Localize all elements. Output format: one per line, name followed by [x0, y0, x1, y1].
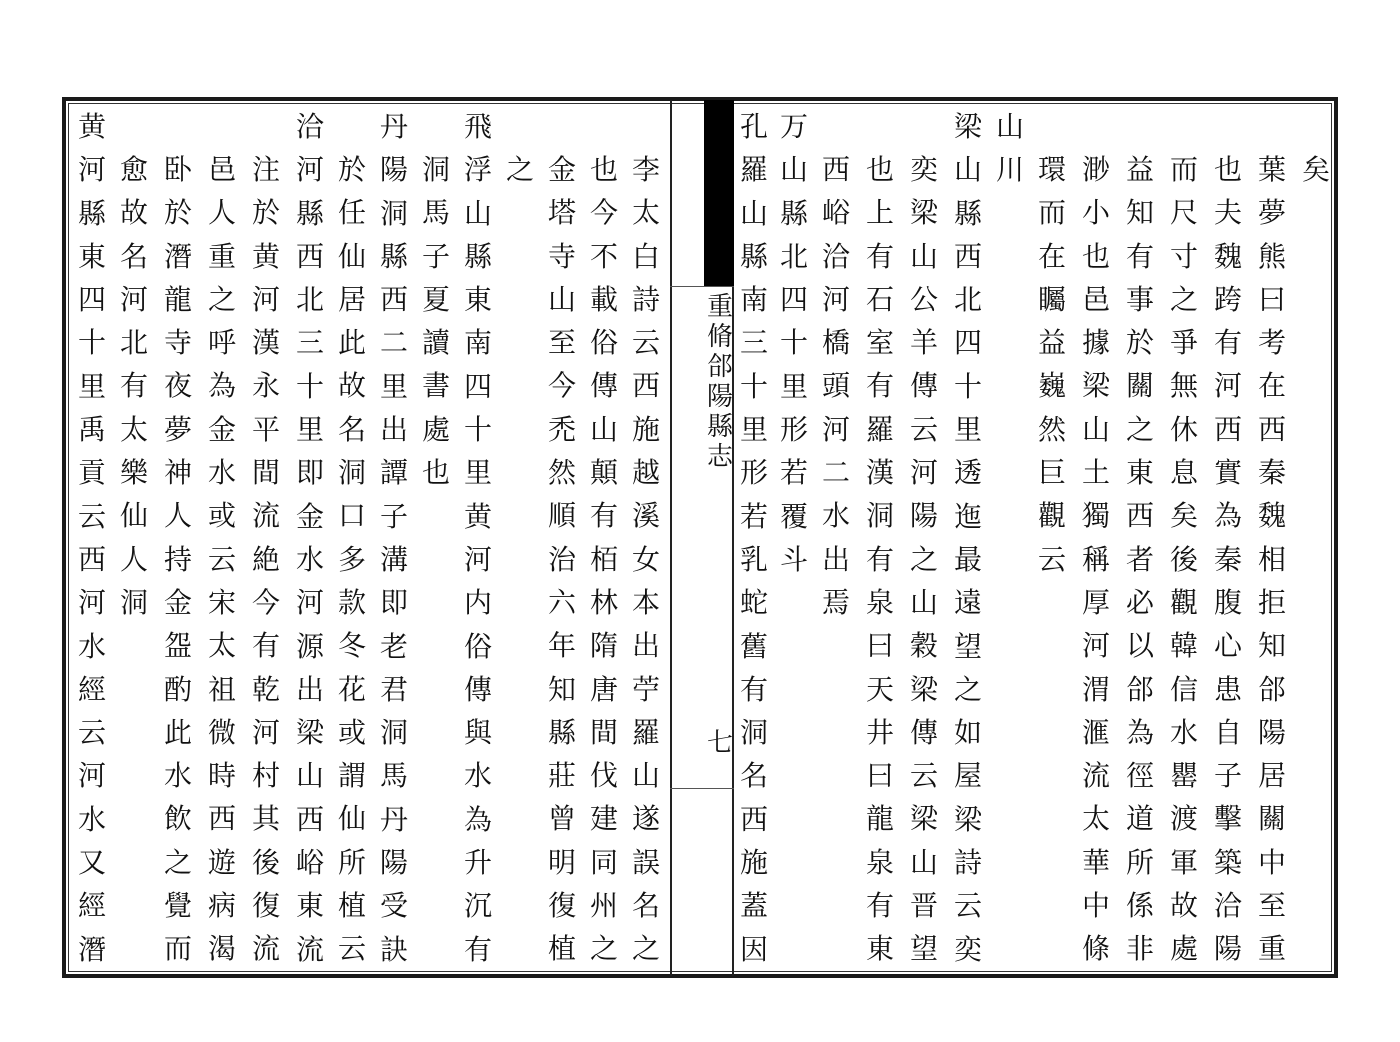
right-col-10: 奕梁山公羊傳云河陽之山穀梁傳云梁山晋望 [909, 153, 938, 966]
left-col-14: 黄河縣東四十里禹貢云西河水經云河水又經潛 [77, 110, 106, 966]
section-heading-mountains-rivers: 山川 [995, 110, 1024, 187]
left-col-2: 也今不載俗傳山顛有栢林隋唐間伐建同州之 [589, 153, 618, 966]
gutter-upper-rule [670, 286, 734, 287]
right-col-1: 矣 [1301, 153, 1330, 186]
left-col-3: 金塔寺山至今禿然順治六年知縣莊曾明復植 [547, 153, 576, 966]
right-col-12: 西峪洽河橋頭河二水出焉 [821, 153, 850, 619]
right-col-5: 益知有事於關之東西者必以郃為徑道所係非 [1125, 153, 1154, 966]
right-col-13: 万山縣北四十里形若覆斗 [779, 110, 808, 576]
gutter-lower-rule [670, 788, 734, 789]
left-col-8: 於任仙居此故名洞口多款冬花或謂仙所植云 [337, 153, 366, 966]
right-col-9: 梁山縣西北四十里透迤最遠望之如屋梁詩云奕 [953, 110, 982, 966]
right-col-4: 而尺寸之爭無休息矣後觀韓信水罌渡軍故處 [1169, 153, 1198, 966]
left-col-7: 丹陽洞縣西二里出譚子溝即老君洞馬丹陽受訣 [379, 110, 408, 966]
left-col-5: 飛浮山縣東南四十里黄河内俗傳與水為升沉有 [463, 110, 492, 966]
left-col-1: 李太白詩云西施越溪女本出苧羅山遂誤名之 [631, 153, 660, 966]
gutter-left-line [670, 100, 672, 976]
gutter-fishtail-block [704, 100, 734, 286]
left-col-10: 注於黄河漢永平間流絶今有乾河村其後復流 [251, 153, 280, 966]
left-col-12: 卧於潛龍寺夜夢神人持金盌酌此水飲之覺而 [163, 153, 192, 966]
right-col-2: 葉夢熊曰考在西秦魏相拒知郃陽居關中至重 [1257, 153, 1286, 966]
left-col-9: 洽河縣西北三十里即金水河源出梁山西峪東流 [295, 110, 324, 966]
left-col-11: 邑人重之呼為金水或云宋太祖微時西遊病渴 [207, 153, 236, 966]
left-col-6: 洞馬子夏讀書處也 [421, 153, 450, 490]
right-col-6: 渺小也邑據梁山土獨稱厚河渭滙流太華中條 [1081, 153, 1110, 966]
right-col-7: 環而在矚益巍然巨觀云 [1037, 153, 1066, 576]
left-col-4: 之 [505, 153, 534, 186]
folio-number: 七 [706, 728, 733, 758]
book-title: 重脩郃陽縣志 [706, 292, 733, 472]
left-col-13: 愈故名河北有太樂仙人洞 [119, 153, 148, 619]
right-col-3: 也夫魏跨有河西實為秦腹心患自子擊築洽陽 [1213, 153, 1242, 966]
right-col-14: 孔羅山縣南三十里形若乳蛇舊有洞名西施蓋因 [739, 110, 768, 966]
right-col-11: 也上有石室有羅漢洞有泉曰天井曰龍泉有東 [865, 153, 894, 966]
